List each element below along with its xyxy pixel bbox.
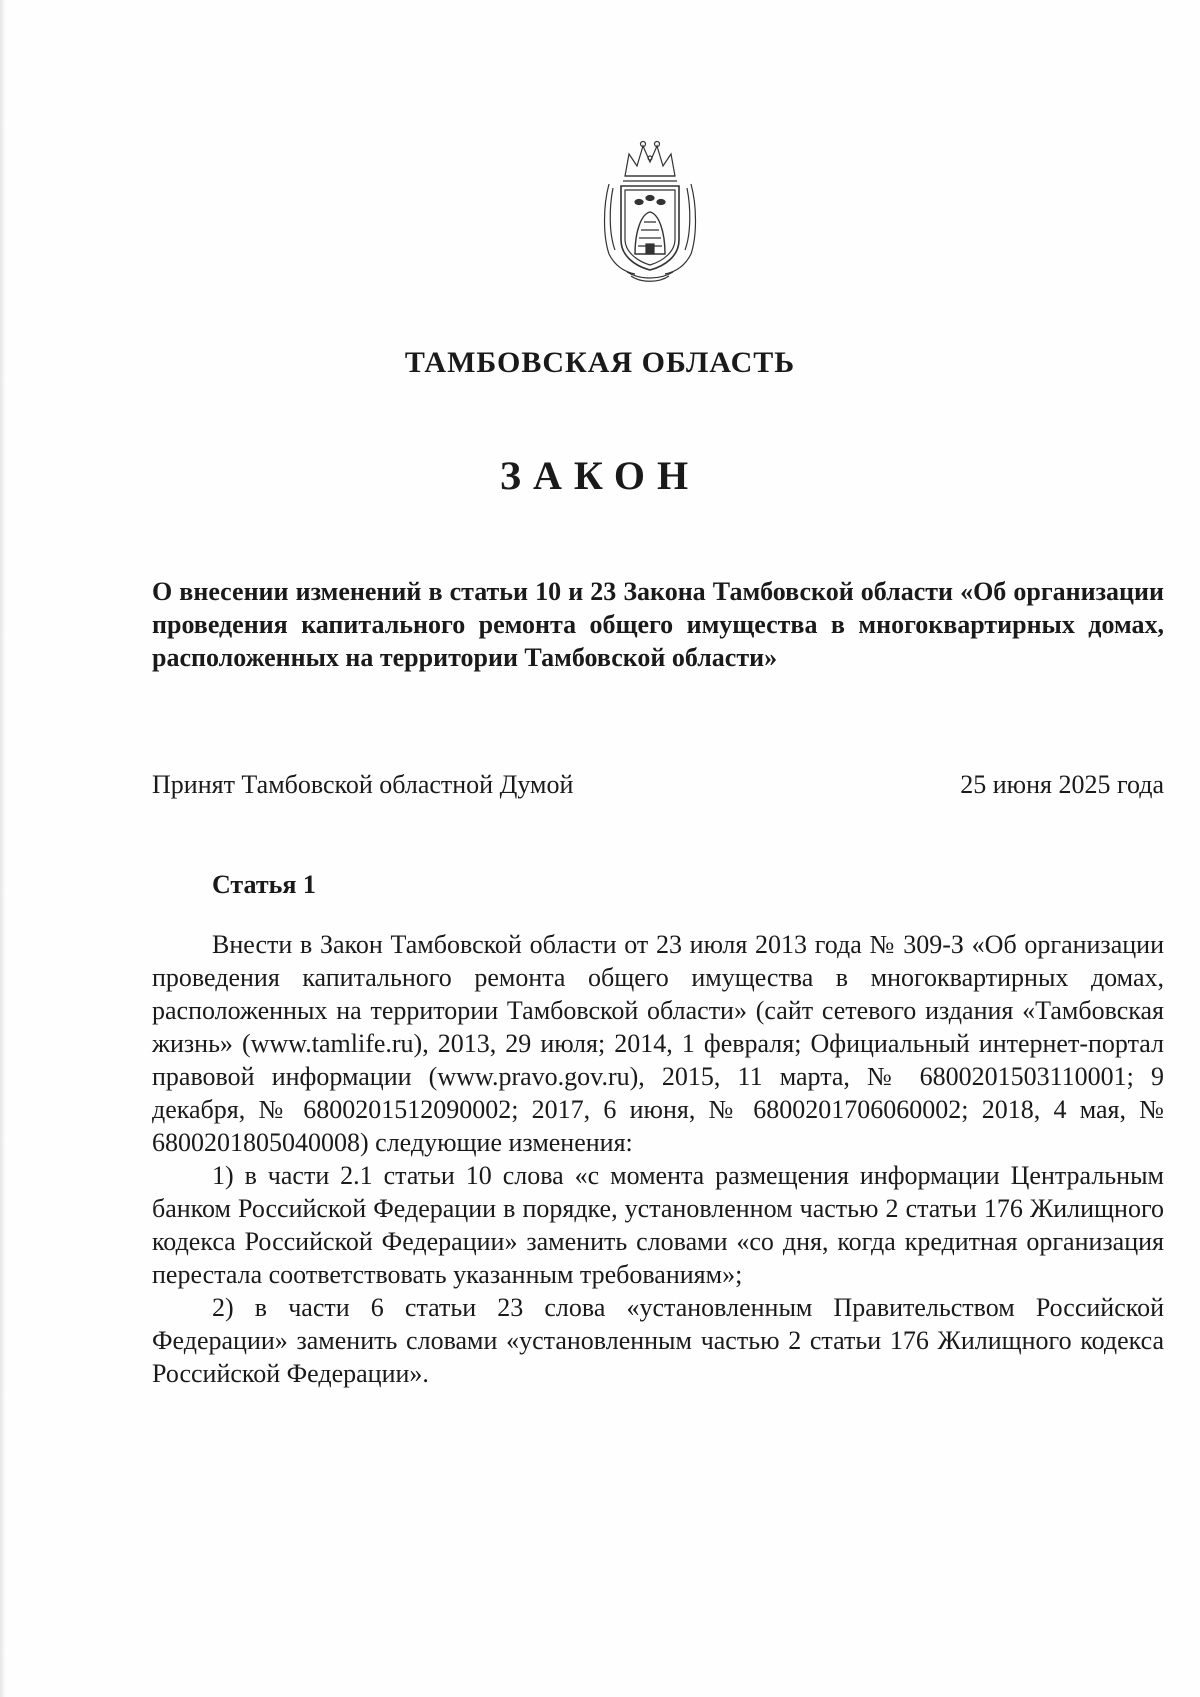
adoption-line bbox=[152, 770, 1164, 800]
article-paragraph: 2) в части 6 статьи 23 слова «установленным Правительством Российской Федерации» заменить словами «установленным частью 2 статьи 176 Жилищного кодекса Российской Федерации». bbox=[152, 1293, 1164, 1388]
adopted-by: Принят Тамбовской областной Думой bbox=[152, 770, 574, 799]
article-body bbox=[152, 928, 1164, 1390]
law-title: О внесении изменений в статьи 10 и 23 Закона Тамбовской области «Об организации проведения капитального ремонта общего имущества в многоквартирных домах, расположенных на территории Тамбовской области» bbox=[152, 577, 1164, 672]
document-type: ЗАКОН bbox=[499, 453, 701, 498]
scan-edge bbox=[0, 0, 6, 1697]
article-heading: Статья 1 bbox=[212, 870, 316, 899]
region-title: ТАМБОВСКАЯ ОБЛАСТЬ bbox=[404, 346, 796, 379]
article-paragraph: Внести в Закон Тамбовской области от 23 июля 2013 года № 309-З «Об организации проведения капитального ремонта общего имущества в многоквартирных домах, расположенных на территории Тамбовской области» (сайт сетевого издания «Тамбовская жизнь» (www.tamlife.ru), 2013, 29 июля; 2014, 1 февраля; Официальный интернет-портал правовой информации (www.pravo.gov.ru), 2015, 11 марта, № 6800201503110001; 9 декабря, № 6800201512090002; 2017, 6 июня, № 6800201706060002; 2018, 4 мая, № 6800201805040008) следующие изменения: bbox=[152, 930, 1164, 1157]
tambov-coat-of-arms-icon bbox=[595, 136, 705, 286]
adopted-date: 25 июня 2025 года bbox=[960, 770, 1164, 799]
article-paragraph: 1) в части 2.1 статьи 10 слова «с момента размещения информации Центральным банком Российской Федерации в порядке, установленном частью 2 статьи 176 Жилищного кодекса Российской Федерации» заменить словами «со дня, когда кредитная организация перестала соответствовать указанным требованиям»; bbox=[152, 1161, 1164, 1289]
